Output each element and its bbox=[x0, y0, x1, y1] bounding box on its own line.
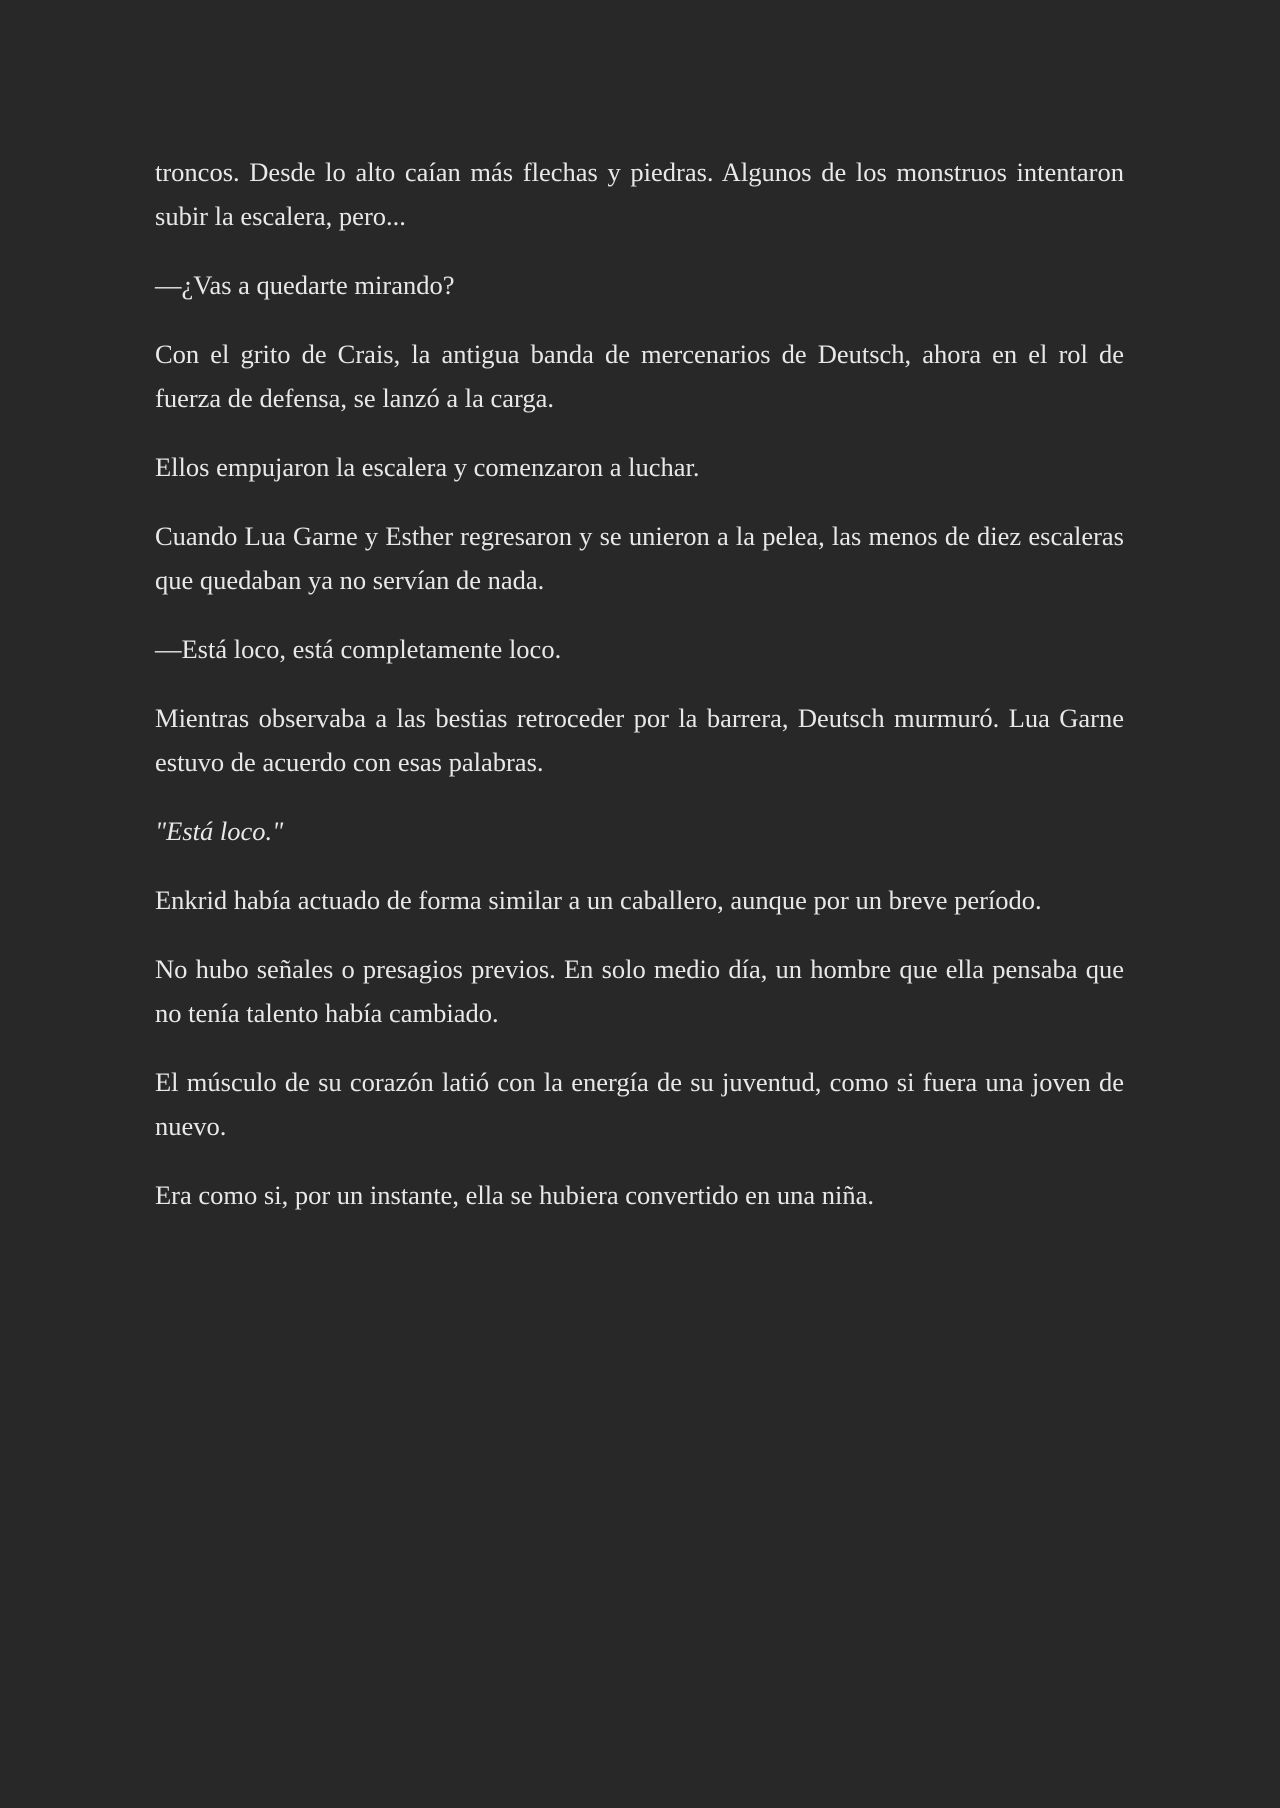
paragraph: Ellos empujaron la escalera y comenzaron a luchar. bbox=[155, 452, 700, 482]
paragraph: Con el grito de Crais, la antigua banda de mercenarios de Deutsch, ahora en el rol de fuerza de defensa, se lanzó a la carga. bbox=[155, 339, 1124, 413]
paragraph: No hubo señales o presagios previos. En solo medio día, un hombre que ella pensaba que no tenía talento había cambiado. bbox=[155, 954, 1124, 1028]
paragraph: troncos. Desde lo alto caían más flechas y piedras. Algunos de los monstruos intentaron subir la escalera, pero... bbox=[155, 157, 1124, 231]
paragraph: —Está loco, está completamente loco. bbox=[155, 634, 562, 664]
chapter-text bbox=[155, 150, 1124, 1242]
paragraph: El músculo de su corazón latió con la energía de su juventud, como si fuera una joven de nuevo. bbox=[155, 1067, 1124, 1141]
paragraph: Era como si, por un instante, ella se hubiera convertido en una niña. bbox=[155, 1180, 874, 1210]
paragraph: Mientras observaba a las bestias retroceder por la barrera, Deutsch murmuró. Lua Garne estuvo de acuerdo con esas palabras. bbox=[155, 703, 1124, 777]
paragraph: Cuando Lua Garne y Esther regresaron y se unieron a la pelea, las menos de diez escaleras que quedaban ya no servían de nada. bbox=[155, 521, 1124, 595]
paragraph: —¿Vas a quedarte mirando? bbox=[155, 270, 455, 300]
paragraph: Enkrid había actuado de forma similar a un caballero, aunque por un breve período. bbox=[155, 885, 1042, 915]
italic-thought: "Está loco." bbox=[155, 816, 284, 846]
